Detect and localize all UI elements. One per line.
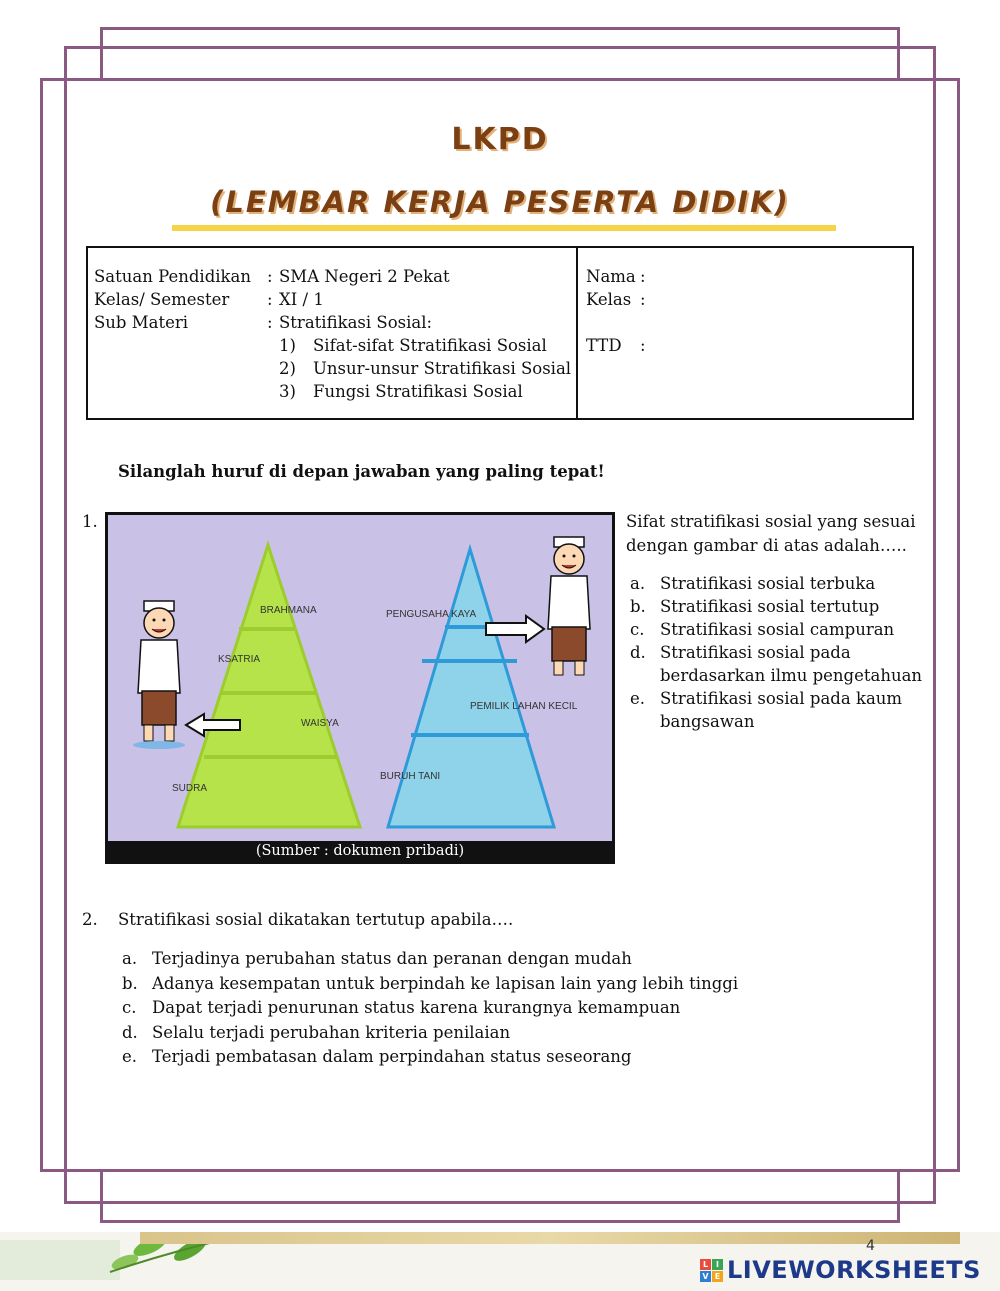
figure-caption: (Sumber : dokumen pribadi) — [108, 841, 612, 861]
q1-option-c[interactable]: c. Stratifikasi sosial campuran — [630, 620, 895, 639]
sub-topic-3: 3) Fungsi Stratifikasi Sosial — [279, 382, 523, 401]
name-field[interactable]: Nama : — [586, 267, 646, 286]
pyramid-illustration — [108, 515, 612, 861]
layer-buruh-tani: BURUH TANI — [380, 771, 441, 782]
q1-option-b[interactable]: b. Stratifikasi sosial tertutup — [630, 597, 880, 616]
info-row-school: Satuan Pendidikan : SMA Negeri 2 Pekat — [94, 267, 450, 286]
q1-options — [630, 572, 926, 733]
sub-topic-1: 1) Sifat-sifat Stratifikasi Sosial — [279, 336, 547, 355]
class-field[interactable]: Kelas : — [586, 290, 646, 309]
layer-pemilik-lahan: PEMILIK LAHAN KECIL — [470, 701, 578, 712]
layer-pengusaha: PENGUSAHA KAYA — [386, 609, 477, 620]
question-2 — [82, 910, 738, 1070]
student-info — [578, 248, 912, 418]
q1-number: 1. — [82, 512, 98, 531]
stratification-figure — [105, 512, 615, 864]
person-left-icon — [133, 601, 185, 749]
layer-sudra: SUDRA — [172, 783, 208, 794]
q1-option-e[interactable]: e. Stratifikasi sosial pada kaum bangsawan — [630, 689, 903, 731]
instruction: Silanglah huruf di depan jawaban yang paling tepat! — [118, 462, 605, 481]
q2-option-d[interactable]: d. Selalu terjadi perubahan kriteria penilaian — [122, 1022, 511, 1042]
brand-name: LIVEWORKSHEETS — [727, 1256, 981, 1284]
identity-table — [86, 246, 914, 420]
q2-option-a[interactable]: a. Terjadinya perubahan status dan peranan dengan mudah — [122, 949, 632, 968]
liveworksheets-logo[interactable] — [700, 1256, 981, 1284]
layer-waisya: WAISYA — [301, 718, 339, 729]
page-title: LKPD — [451, 122, 549, 157]
q1-option-a[interactable]: a. Stratifikasi sosial terbuka — [630, 574, 876, 593]
school-info — [88, 248, 578, 418]
page-subtitle: (LEMBAR KERJA PESERTA DIDIK) — [210, 185, 790, 219]
layer-brahmana: BRAHMANA — [260, 605, 317, 616]
title-underline — [172, 225, 836, 231]
q2-option-c[interactable]: c. Dapat terjadi penurunan status karena kurangnya kemampuan — [122, 998, 681, 1017]
q2-stem: 2. Stratifikasi sosial dikatakan tertutup apabila…. — [82, 910, 514, 929]
logo-mark-icon: L I V E — [700, 1259, 723, 1282]
layer-ksatria: KSATRIA — [218, 654, 261, 665]
page-number: 4 — [866, 1238, 875, 1254]
q1-option-d[interactable]: d. Stratifikasi sosial pada berdasarkan ilmu pengetahuan — [630, 643, 923, 685]
person-right-icon — [548, 537, 590, 675]
q2-options — [122, 947, 738, 1070]
info-row-class: Kelas/ Semester : XI / 1 — [94, 290, 324, 309]
info-row-topic: Sub Materi : Stratifikasi Sosial: — [94, 313, 433, 332]
footer-band — [140, 1232, 960, 1244]
right-pyramid — [388, 549, 554, 827]
q2-option-e[interactable]: e. Terjadi pembatasan dalam perpindahan status seseorang — [122, 1047, 632, 1066]
q2-option-b[interactable]: b. Adanya kesempatan untuk berpindah ke lapisan lain yang lebih tinggi — [122, 973, 739, 993]
sub-topic-2: 2) Unsur-unsur Stratifikasi Sosial — [279, 359, 572, 378]
q1-stem: Sifat stratifikasi sosial yang sesuai dengan gambar di atas adalah….. — [626, 512, 916, 555]
question-1 — [626, 510, 926, 733]
signature-field[interactable]: TTD : — [586, 336, 646, 355]
